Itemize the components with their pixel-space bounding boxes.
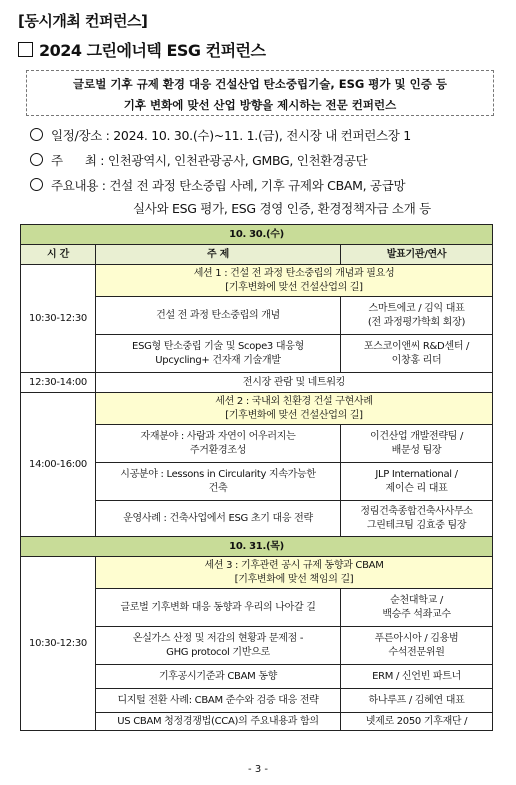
col-speaker: 발표기관/연사 bbox=[341, 245, 493, 265]
speaker-cell: 넷제로 2050 기후재단 / bbox=[341, 713, 493, 731]
circle-bullet-icon bbox=[30, 153, 43, 166]
speaker-cell: ERM / 신언빈 파트너 bbox=[341, 665, 493, 689]
day-2-header: 10. 31.(목) bbox=[21, 537, 493, 557]
info-host bbox=[30, 151, 367, 169]
schedule-text: 일정/장소 : 2024. 10. 30.(수)~11. 1.(금), 전시장 내 컨퍼런스장 1 bbox=[51, 128, 411, 143]
topic-cell: US CBAM 청정경쟁법(CCA)의 주요내용과 함의 bbox=[96, 713, 341, 731]
speaker-cell: 이건산업 개발전략팀 / 배문성 팀장 bbox=[341, 425, 493, 463]
event-tag: [동시개최 컨퍼런스] bbox=[18, 12, 148, 30]
topic-cell: 기후공시기준과 CBAM 동향 bbox=[96, 665, 341, 689]
topic-cell: 운영사례 : 건축사업에서 ESG 초기 대응 전략 bbox=[96, 501, 341, 537]
topic-cell: 디지털 전환 사례: CBAM 준수와 검증 대응 전략 bbox=[96, 689, 341, 713]
session-title: 세션 3 : 기후관련 공시 규제 동향과 CBAM [기후변화에 맞선 책임의 길] bbox=[96, 557, 493, 589]
page-number: - 3 - bbox=[248, 764, 268, 775]
speaker-cell: 순천대학교 / 백승주 석좌교수 bbox=[341, 589, 493, 627]
content-line-1: 주요내용 : 건설 전 과정 탄소중립 사례, 기후 규제와 CBAM, 공급망 bbox=[51, 178, 406, 193]
break-cell: 전시장 관람 및 네트워킹 bbox=[96, 373, 493, 393]
col-topic: 주 제 bbox=[96, 245, 341, 265]
topic-cell: 시공분야 : Lessons in Circularity 지속가능한 건축 bbox=[96, 463, 341, 501]
circle-bullet-icon bbox=[30, 128, 43, 141]
info-content bbox=[30, 176, 405, 194]
circle-bullet-icon bbox=[30, 178, 43, 191]
host-label: 주 최 bbox=[51, 153, 97, 168]
topic-cell: ESG형 탄소중립 기술 및 Scope3 대응형 Upcycling+ 건자재 기술개발 bbox=[96, 335, 341, 373]
time-cell: 10:30-12:30 bbox=[21, 265, 96, 373]
topic-cell: 글로벌 기후변화 대응 동향과 우리의 나아갈 길 bbox=[96, 589, 341, 627]
speaker-cell: 정림건축종합건축사사무소 그린테크팀 김효중 팀장 bbox=[341, 501, 493, 537]
topic-cell: 자재분야 : 사람과 자연이 어우러지는 주거환경조성 bbox=[96, 425, 341, 463]
speaker-cell: 푸른아시아 / 김용범 수석전문위원 bbox=[341, 627, 493, 665]
topic-cell: 온실가스 산정 및 저감의 현황과 문제점 - GHG protocol 기반으로 bbox=[96, 627, 341, 665]
time-cell: 12:30-14:00 bbox=[21, 373, 96, 393]
speaker-cell: 스마트에코 / 김익 대표 (전 과정평가학회 회장) bbox=[341, 297, 493, 335]
speaker-cell: JLP International / 제이슨 리 대표 bbox=[341, 463, 493, 501]
time-cell: 14:00-16:00 bbox=[21, 393, 96, 537]
session-title: 세션 2 : 국내외 친환경 건설 구현사례 [기후변화에 맞선 건설산업의 길] bbox=[96, 393, 493, 425]
schedule-table bbox=[20, 224, 493, 731]
time-cell: 10:30-12:30 bbox=[21, 557, 96, 731]
summary-line-1: 글로벌 기후 규제 환경 대응 건설산업 탄소중립기술, ESG 평가 및 인증 등 bbox=[73, 77, 447, 91]
session-title: 세션 1 : 건설 전 과정 탄소중립의 개념과 필요성 [기후변화에 맞선 건설산업의 길] bbox=[96, 265, 493, 297]
info-schedule bbox=[30, 126, 411, 144]
info-content-cont: 실사와 ESG 평가, ESG 경영 인증, 환경정책자금 소개 등 bbox=[133, 201, 431, 216]
summary-line-2: 기후 변화에 맞선 산업 방향을 제시하는 전문 컨퍼런스 bbox=[123, 98, 397, 112]
checkbox-square-icon bbox=[18, 42, 33, 57]
summary-box bbox=[26, 70, 494, 116]
page-title-text: 2024 그린에너텍 ESG 컨퍼런스 bbox=[39, 41, 266, 60]
page-title bbox=[18, 38, 265, 61]
topic-cell: 건설 전 과정 탄소중립의 개념 bbox=[96, 297, 341, 335]
host-value: : 인천광역시, 인천관광공사, GMBG, 인천환경공단 bbox=[100, 153, 368, 168]
speaker-cell: 포스코이앤씨 R&D센터 / 이창홍 리더 bbox=[341, 335, 493, 373]
col-time: 시 간 bbox=[21, 245, 96, 265]
speaker-cell: 하나루프 / 김혜연 대표 bbox=[341, 689, 493, 713]
day-1-header: 10. 30.(수) bbox=[21, 225, 493, 245]
